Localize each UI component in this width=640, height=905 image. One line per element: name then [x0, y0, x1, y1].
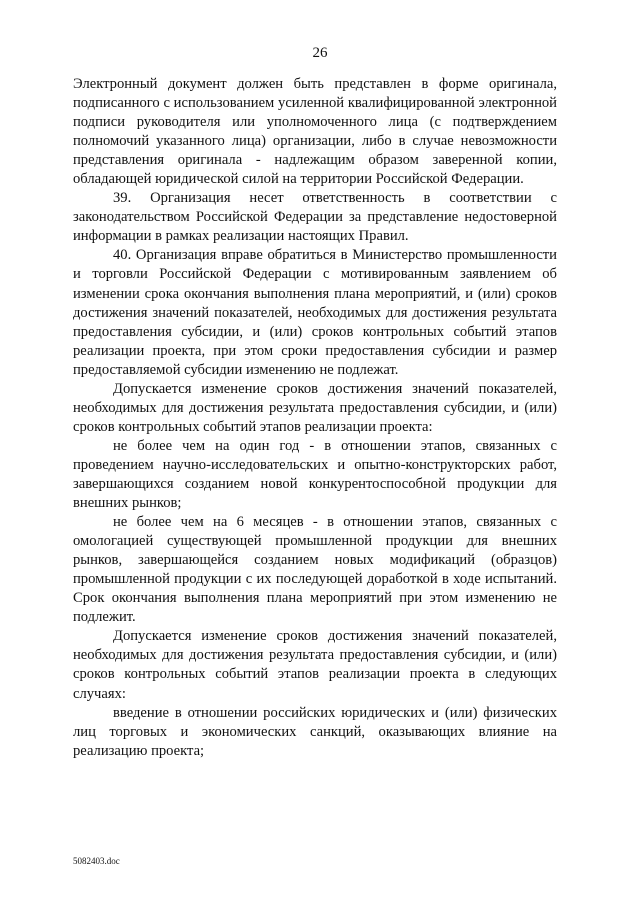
paragraph-one-year-rd: не более чем на один год - в отношении этапов, связанных с проведением научно-исследовательских и опытно-конструкторских работ, завершающихся созданием новой конкурентоспособной продукции для внешних рынков; — [73, 437, 557, 512]
paragraph-electronic-document: Электронный документ должен быть представлен в форме оригинала, подписанного с использованием усиленной квалифицированной электронной подписи руководителя или уполномоченного лица (с подтверждением полномочий указанного лица) организации, либо в случае невозможности представления оригинала - надлежащим образом заверенной копии, обладающей юридической силой на территории Российской Федерации. — [73, 76, 557, 188]
document-file-code: 5082403.doc — [73, 856, 120, 866]
paragraph-six-months-homologation: не более чем на 6 месяцев - в отношении этапов, связанных с омологацией существующей промышленной продукции для внешних рынков, завершающейся созданием новых модификаций (образцов) промышленной продукции с их последующей доработкой в ходе испытаний. Срок окончания выполнения плана мероприятий при этом изменению не подлежит. — [73, 514, 557, 626]
paragraph-sanctions-case: введение в отношении российских юридических и (или) физических лиц торговых и экономических санкций, оказывающих влияние на реализацию проекта; — [73, 704, 557, 759]
document-body — [73, 75, 557, 761]
page-number: 26 — [312, 45, 328, 61]
paragraph-allowed-change-intro: Допускается изменение сроков достижения значений показателей, необходимых для достижения результата предоставления субсидии, и (или) сроков контрольных событий этапов реализации проекта: — [73, 380, 557, 435]
paragraph-clause-40: 40. Организация вправе обратиться в Министерство промышленности и торговли Российской Федерации с мотивированным заявлением об изменении срока окончания выполнения плана мероприятий, и (или) сроков достижения значений показателей, необходимых для достижения результата предоставления субсидии, и (или) сроков контрольных событий этапов реализации проекта, при этом сроки предоставления субсидии и размер предоставляемой субсидии изменению не подлежат. — [73, 247, 557, 378]
paragraph-clause-39: 39. Организация несет ответственность в соответствии с законодательством Российской Федерации за представление недостоверной информации в рамках реализации настоящих Правил. — [73, 190, 557, 245]
paragraph-allowed-change-cases: Допускается изменение сроков достижения значений показателей, необходимых для достижения результата предоставления субсидии, и (или) сроков контрольных событий этапов реализации проекта в следующих случаях: — [73, 628, 557, 702]
